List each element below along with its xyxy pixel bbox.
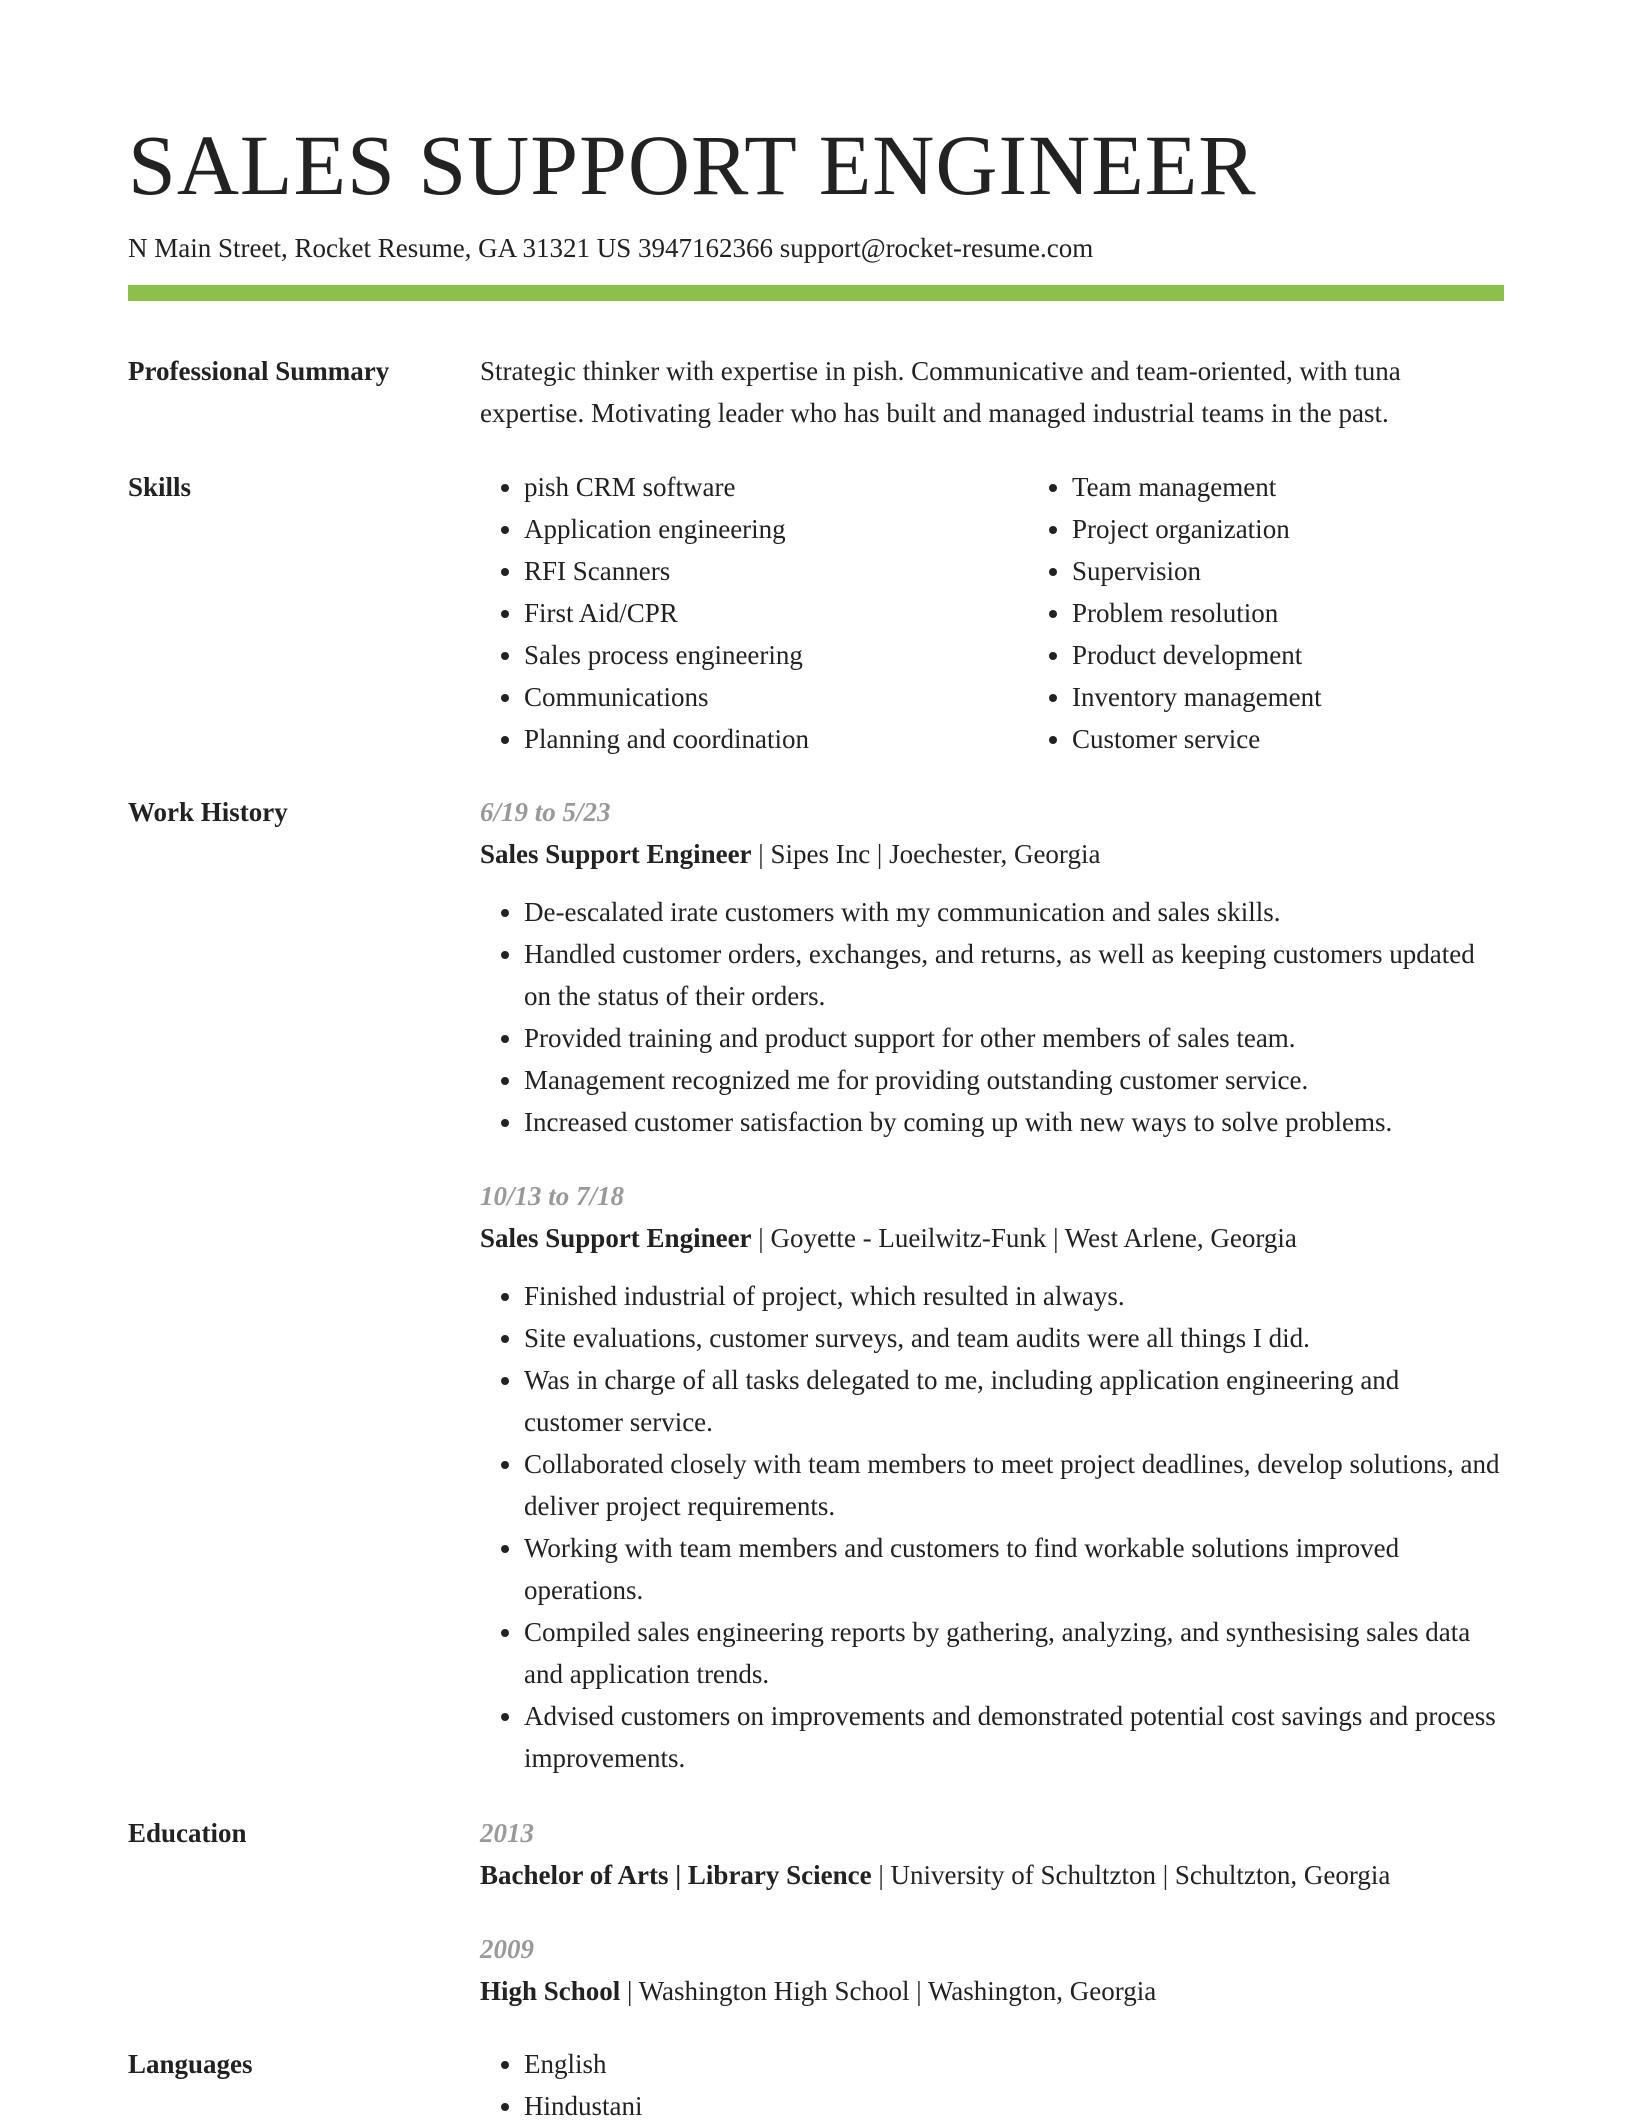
education-label: Education bbox=[128, 1818, 247, 1848]
job-bullet: • Increased customer satisfaction by coming up with new ways to solve problems. bbox=[524, 1101, 1504, 1143]
skill-item: • Team management bbox=[1072, 466, 1576, 508]
job-details: | Goyette - Lueilwitz-Funk | West Arlene, Georgia bbox=[751, 1223, 1297, 1253]
job-bullet: • Site evaluations, customer surveys, and team audits were all things I did. bbox=[524, 1317, 1504, 1359]
skill-item: • Communications bbox=[524, 676, 1028, 718]
skill-item: • Supervision bbox=[1072, 550, 1576, 592]
education-spacer bbox=[480, 1896, 1504, 1928]
skill-item: • Application engineering bbox=[524, 508, 1028, 550]
job-bullet: • Provided training and product support for other members of sales team. bbox=[524, 1017, 1504, 1059]
summary-label: Professional Summary bbox=[128, 356, 390, 386]
job-bullet: • Collaborated closely with team members to meet project deadlines, develop solutions, and deliver project requirements. bbox=[524, 1443, 1504, 1527]
skill-item: • Planning and coordination bbox=[524, 718, 1028, 760]
job-bullet: • Was in charge of all tasks delegated to me, including application engineering and customer service. bbox=[524, 1359, 1504, 1443]
job-bullet: • Working with team members and customers to find workable solutions improved operations. bbox=[524, 1527, 1504, 1611]
language-item: • English bbox=[524, 2043, 1504, 2085]
contact-line: N Main Street, Rocket Resume, GA 31321 US 3947162366 support@rocket-resume.com bbox=[128, 233, 1094, 263]
job-details: | Sipes Inc | Joechester, Georgia bbox=[751, 839, 1101, 869]
skill-item: • pish CRM software bbox=[524, 466, 1028, 508]
work-history-label: Work History bbox=[128, 797, 288, 827]
job-bullet: • Finished industrial of project, which resulted in always. bbox=[524, 1275, 1504, 1317]
education-degree: High School bbox=[480, 1976, 621, 2006]
job-date: 6/19 to 5/23 bbox=[480, 797, 611, 827]
job-bullet: • Management recognized me for providing outstanding customer service. bbox=[524, 1059, 1504, 1101]
job-bullet: • De-escalated irate customers with my communication and sales skills. bbox=[524, 891, 1504, 933]
languages-label: Languages bbox=[128, 2049, 253, 2079]
education-date: 2013 bbox=[480, 1818, 534, 1848]
resume-title: SALES SUPPORT ENGINEER bbox=[128, 117, 1257, 213]
education-details: | University of Schultzton | Schultzton, Georgia bbox=[871, 1860, 1391, 1890]
skills-list-right bbox=[1028, 466, 1576, 760]
languages-content bbox=[480, 2043, 1504, 2127]
education-details: | Washington High School | Washington, Georgia bbox=[620, 1976, 1157, 2006]
education-heading bbox=[480, 1854, 1504, 1896]
job-bullets bbox=[480, 1275, 1504, 1779]
education-date: 2009 bbox=[480, 1934, 534, 1964]
education-content bbox=[480, 1812, 1504, 2012]
education-heading bbox=[480, 1970, 1504, 2012]
job-role: Sales Support Engineer bbox=[480, 1223, 752, 1253]
job-bullet: • Advised customers on improvements and demonstrated potential cost savings and process improvements. bbox=[524, 1695, 1504, 1779]
skill-item: • Inventory management bbox=[1072, 676, 1576, 718]
summary-text: Strategic thinker with expertise in pish. Communicative and team-oriented, with tuna expertise. Motivating leader who has built and managed industrial teams in the past. bbox=[480, 356, 1401, 428]
job-entry bbox=[480, 1175, 1504, 1779]
header-divider bbox=[128, 285, 1504, 301]
job-bullets bbox=[480, 891, 1504, 1143]
skill-item: • Project organization bbox=[1072, 508, 1576, 550]
job-heading bbox=[480, 1217, 1504, 1259]
skill-item: • Customer service bbox=[1072, 718, 1576, 760]
education-entry bbox=[480, 1928, 1504, 2012]
skills-columns bbox=[480, 466, 1504, 760]
job-date: 10/13 to 7/18 bbox=[480, 1181, 625, 1211]
work-history-content bbox=[480, 791, 1504, 1779]
skill-item: • First Aid/CPR bbox=[524, 592, 1028, 634]
job-bullet: • Compiled sales engineering reports by gathering, analyzing, and synthesising sales data and application trends. bbox=[524, 1611, 1504, 1695]
language-item: • Hindustani bbox=[524, 2085, 1504, 2127]
education-entry bbox=[480, 1812, 1504, 1896]
education-degree: Bachelor of Arts | Library Science bbox=[480, 1860, 872, 1890]
job-entry bbox=[480, 791, 1504, 1143]
job-bullet: • Handled customer orders, exchanges, and returns, as well as keeping customers updated on the status of their orders. bbox=[524, 933, 1504, 1017]
summary-content bbox=[480, 350, 1504, 434]
skill-item: • Problem resolution bbox=[1072, 592, 1576, 634]
skills-label: Skills bbox=[128, 472, 192, 502]
languages-list bbox=[480, 2043, 1504, 2127]
job-heading bbox=[480, 833, 1504, 875]
skill-item: • RFI Scanners bbox=[524, 550, 1028, 592]
job-role: Sales Support Engineer bbox=[480, 839, 752, 869]
skill-item: • Product development bbox=[1072, 634, 1576, 676]
job-spacer bbox=[480, 1143, 1504, 1175]
skill-item: • Sales process engineering bbox=[524, 634, 1028, 676]
skills-list-left bbox=[480, 466, 1028, 760]
